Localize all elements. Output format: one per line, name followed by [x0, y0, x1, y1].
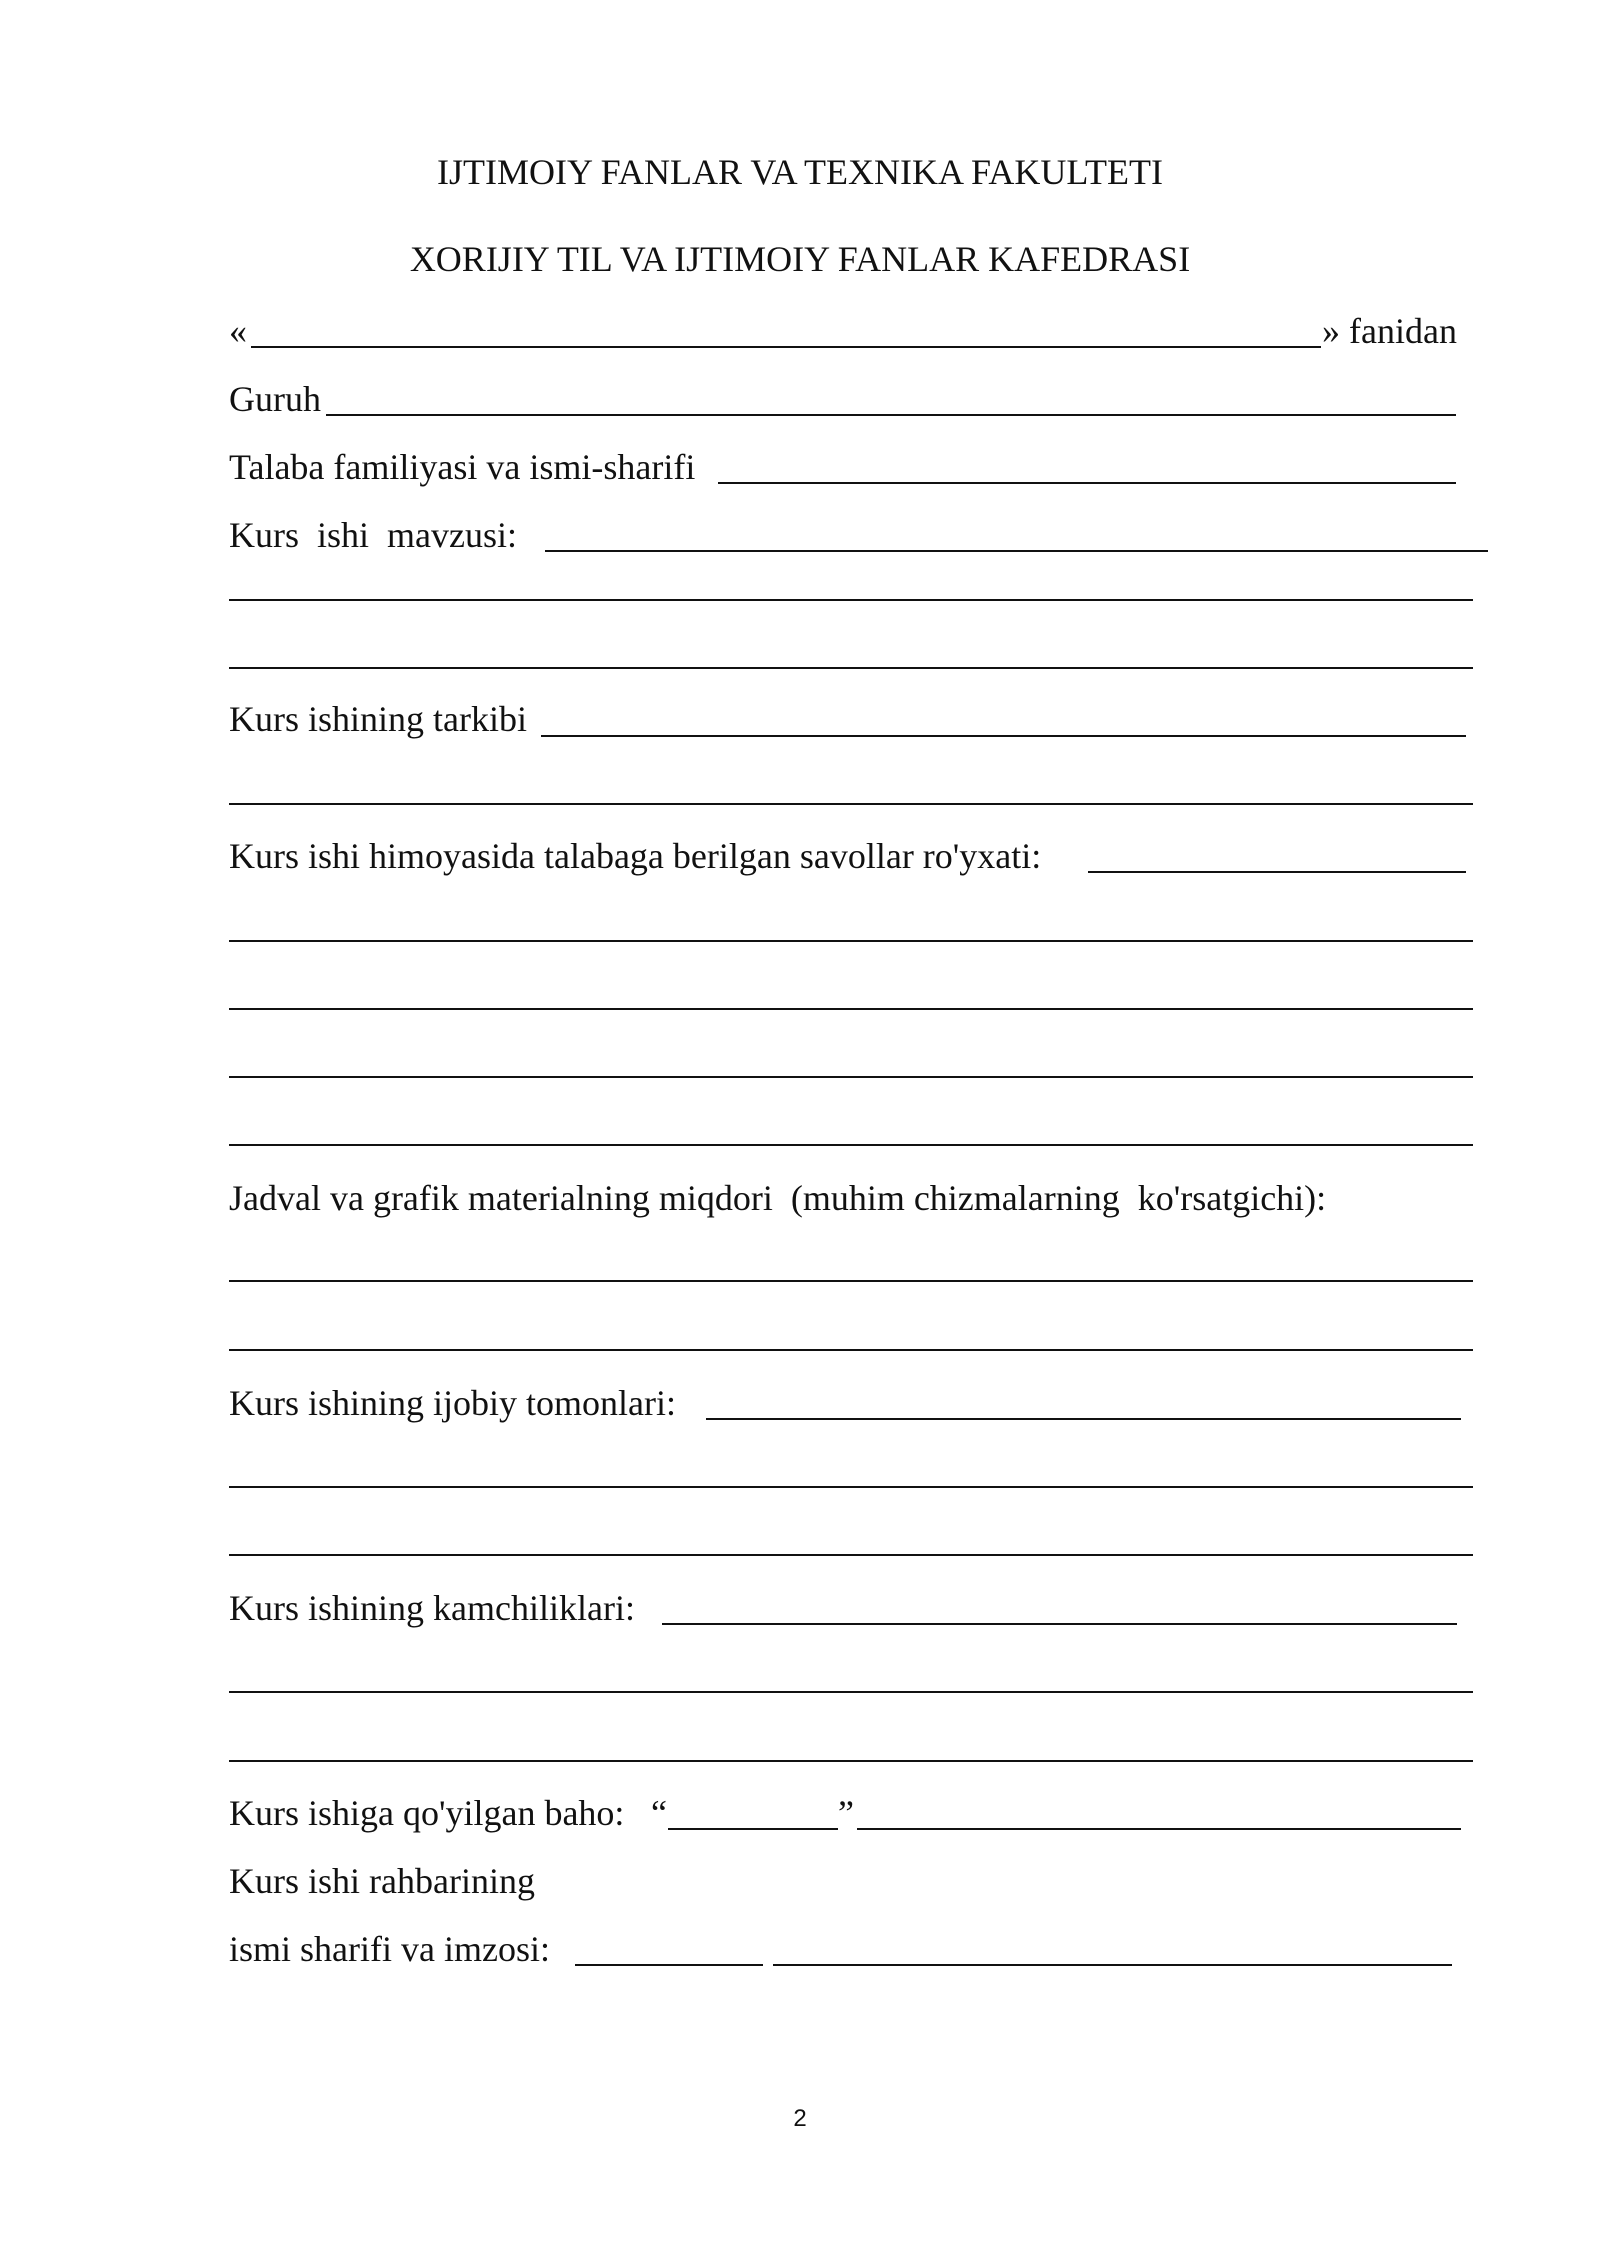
questions-fill-line[interactable]: [1088, 871, 1466, 873]
grade-comment-line[interactable]: [857, 1828, 1461, 1830]
grade-close-quote: ”: [838, 1793, 854, 1833]
shortcomings-fill-line-2[interactable]: [229, 1691, 1473, 1693]
subject-suffix: » fanidan: [1322, 311, 1457, 351]
subject-fill-line[interactable]: [251, 346, 1321, 348]
grade-open-quote: “: [651, 1793, 667, 1833]
student-name-label: Talaba familiyasi va ismi-sharifi: [229, 447, 696, 487]
page-number: 2: [793, 2105, 807, 2132]
questions-fill-line-3[interactable]: [229, 1008, 1473, 1010]
structure-fill-line-2[interactable]: [229, 803, 1473, 805]
shortcomings-label: Kurs ishining kamchiliklari:: [229, 1588, 635, 1628]
supervisor-label-line1: Kurs ishi rahbarining: [229, 1861, 535, 1901]
supervisor-signature-line[interactable]: [575, 1964, 763, 1966]
materials-fill-line-2[interactable]: [229, 1349, 1473, 1351]
subject-open-quote: «: [229, 311, 247, 351]
group-fill-line[interactable]: [326, 414, 1456, 416]
questions-fill-line-4[interactable]: [229, 1076, 1473, 1078]
positive-aspects-fill-line-2[interactable]: [229, 1486, 1473, 1488]
grade-label: Kurs ishiga qo'yilgan baho:: [229, 1793, 625, 1833]
supervisor-name-line[interactable]: [773, 1964, 1452, 1966]
faculty-title: IJTIMOIY FANLAR VA TEXNIKA FAKULTETI: [436, 152, 1163, 192]
questions-fill-line-2[interactable]: [229, 940, 1473, 942]
grade-value-line[interactable]: [668, 1828, 838, 1830]
positive-aspects-fill-line-3[interactable]: [229, 1554, 1473, 1556]
questions-fill-line-5[interactable]: [229, 1144, 1473, 1146]
materials-label: Jadval va grafik materialning miqdori (muhim chizmalarning ko'rsatgichi):: [229, 1178, 1327, 1218]
materials-fill-line-1[interactable]: [229, 1280, 1473, 1282]
questions-label: Kurs ishi himoyasida talabaga berilgan savollar ro'yxati:: [229, 836, 1042, 876]
group-label: Guruh: [229, 379, 321, 419]
positive-aspects-label: Kurs ishining ijobiy tomonlari:: [229, 1383, 676, 1423]
topic-label: Kurs ishi mavzusi:: [229, 515, 517, 555]
supervisor-label-line2: ismi sharifi va imzosi:: [229, 1929, 550, 1969]
shortcomings-fill-line[interactable]: [662, 1623, 1457, 1625]
topic-fill-line[interactable]: [545, 550, 1488, 552]
shortcomings-fill-line-3[interactable]: [229, 1760, 1473, 1762]
topic-fill-line-2[interactable]: [229, 599, 1473, 601]
student-name-fill-line[interactable]: [718, 482, 1456, 484]
department-title: XORIJIY TIL VA IJTIMOIY FANLAR KAFEDRASI: [409, 239, 1191, 279]
topic-fill-line-3[interactable]: [229, 667, 1473, 669]
positive-aspects-fill-line[interactable]: [706, 1418, 1461, 1420]
structure-label: Kurs ishining tarkibi: [229, 699, 527, 739]
structure-fill-line[interactable]: [541, 735, 1466, 737]
